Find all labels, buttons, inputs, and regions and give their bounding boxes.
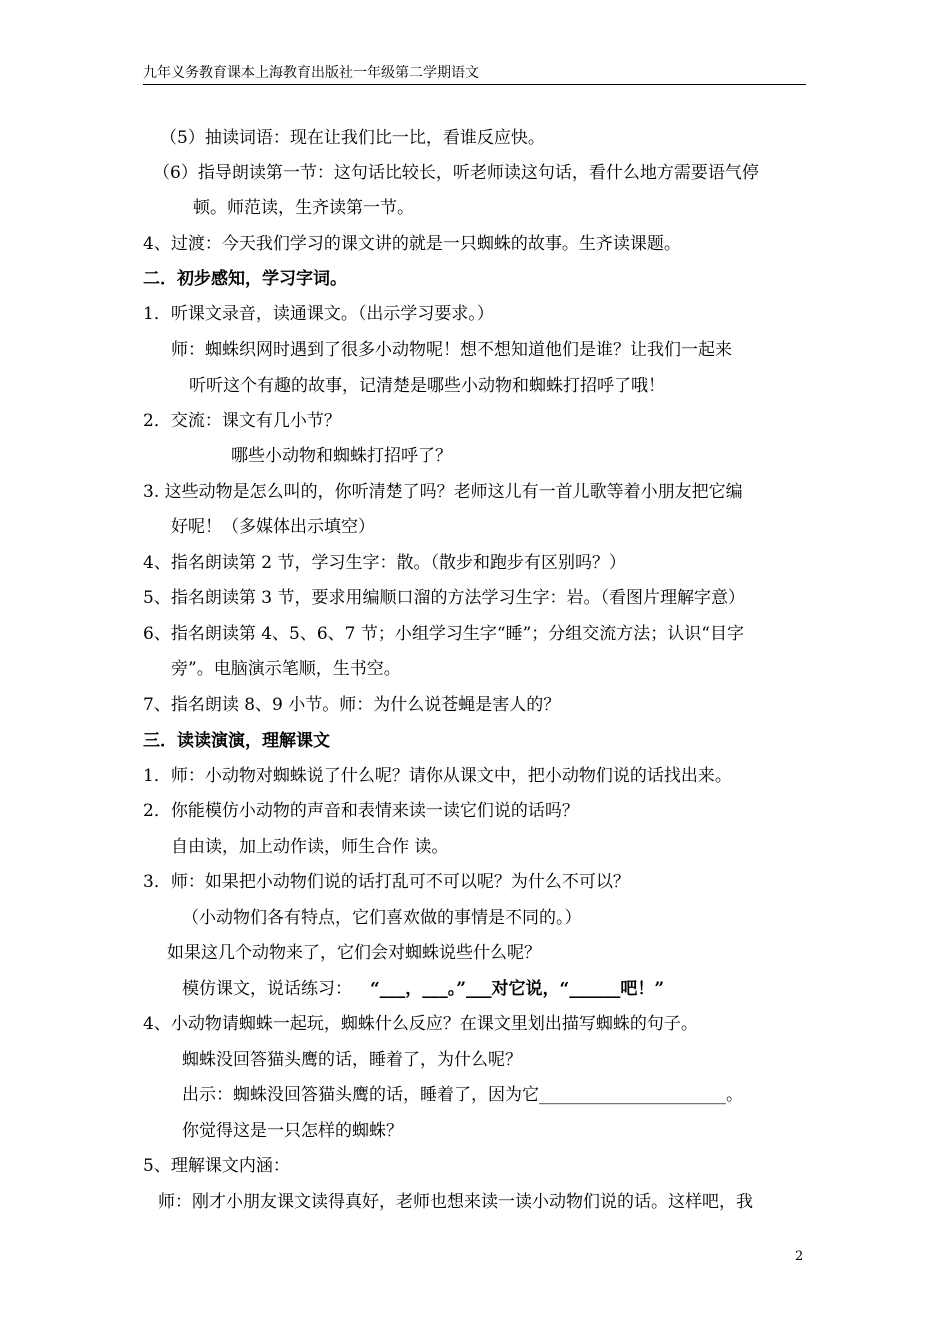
- text-line: 出示：蜘蛛没回答猫头鹰的话，睡着了，因为它______________________。: [182, 1085, 743, 1105]
- text-line: 旁”。电脑演示笔顺，生书空。: [171, 659, 401, 679]
- text-line: 听听这个有趣的故事，记清楚是哪些小动物和蜘蛛打招呼了哦！: [189, 376, 665, 396]
- text-line: 模仿课文，说话练习：: [182, 979, 352, 999]
- text-line: 师：蜘蛛织网时遇到了很多小动物呢！想不想知道他们是谁？让我们一起来: [171, 340, 732, 360]
- text-line: 顿。师范读，生齐读第一节。: [193, 198, 414, 218]
- section-heading: 二．初步感知，学习字词。: [143, 269, 347, 289]
- header-rule: [143, 84, 806, 85]
- text-line: 4、指名朗读第 2 节，学习生字：散。（散步和跑步有区别吗？）: [143, 553, 626, 573]
- running-header: 九年义务教育课本上海教育出版社一年级第二学期语文: [143, 65, 479, 81]
- text-line: 2．你能模仿小动物的声音和表情来读一读它们说的话吗？: [143, 801, 579, 821]
- page-number: 2: [795, 1249, 804, 1264]
- text-line: 7、指名朗读 8、9 小节。师：为什么说苍蝇是害人的？: [143, 695, 561, 715]
- text-line: 4、小动物请蜘蛛一起玩，蜘蛛什么反应？在课文里划出描写蜘蛛的句子。: [143, 1014, 698, 1034]
- text-line: 5、理解课文内涵：: [143, 1156, 290, 1176]
- text-line: 3. 这些动物是怎么叫的，你听清楚了吗？老师这儿有一首儿歌等着小朋友把它编: [143, 482, 743, 502]
- text-line: 好呢！（多媒体出示填空）: [171, 517, 375, 537]
- text-line: 如果这几个动物来了，它们会对蜘蛛说些什么呢？: [167, 943, 541, 963]
- text-line: 师：刚才小朋友课文读得真好，老师也想来读一读小动物们说的话。这样吧，我: [158, 1192, 753, 1212]
- text-line: 3．师：如果把小动物们说的话打乱可不可以呢？为什么不可以？: [143, 872, 630, 892]
- text-line: 6、指名朗读第 4、5、6、7 节；小组学习生字“睡”；分组交流方法；认识“目字: [143, 624, 744, 644]
- text-line: 5、指名朗读第 3 节，要求用编顺口溜的方法学习生字：岩。（看图片理解字意）: [143, 588, 745, 608]
- text-line: 哪些小动物和蜘蛛打招呼了？: [231, 446, 452, 466]
- text-line: 蜘蛛没回答猫头鹰的话，睡着了，为什么呢？: [182, 1050, 522, 1070]
- section-heading: 三．读读演演，理解课文: [143, 731, 330, 751]
- text-line: 1．师：小动物对蜘蛛说了什么呢？请你从课文中，把小动物们说的话找出来。: [143, 766, 732, 786]
- text-line: 你觉得这是一只怎样的蜘蛛？: [182, 1121, 403, 1141]
- text-line: （小动物们各有特点，它们喜欢做的事情是不同的。）: [182, 908, 582, 928]
- text-line: 自由读，加上动作读，师生合作 读。: [171, 837, 449, 857]
- text-line: 4、过渡：今天我们学习的课文讲的就是一只蜘蛛的故事。生齐读课题。: [143, 234, 681, 254]
- fill-in-template: “___，___。”___对它说，“______吧！”: [370, 979, 665, 999]
- text-line: （6）指导朗读第一节：这句话比较长，听老师读这句话，看什么地方需要语气停: [153, 163, 759, 183]
- text-line: （5）抽读词语：现在让我们比一比，看谁反应快。: [160, 128, 545, 148]
- text-line: 2．交流：课文有几小节？: [143, 411, 341, 431]
- text-line: 1．听课文录音，读通课文。（出示学习要求。）: [143, 304, 494, 324]
